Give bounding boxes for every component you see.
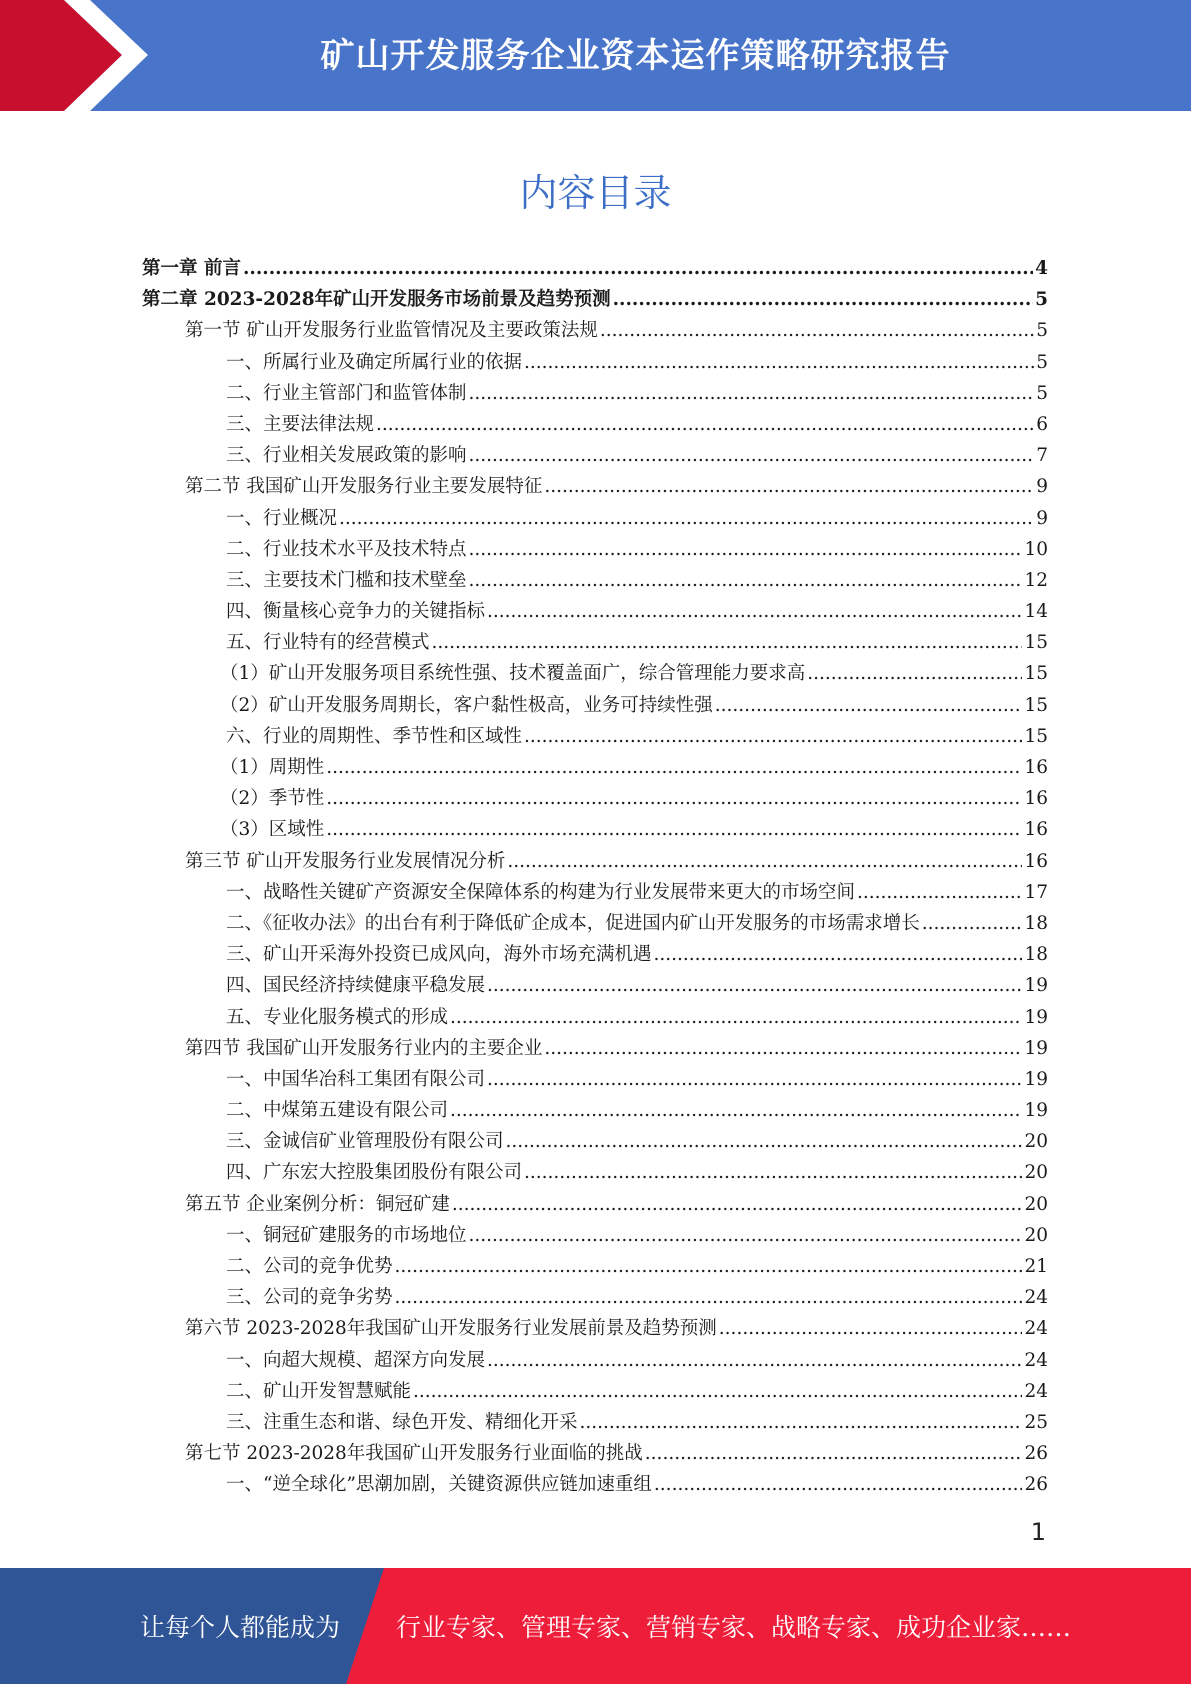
toc-entry-page: 4 (1035, 258, 1048, 279)
toc-entry-page: 15 (1024, 725, 1048, 747)
toc-entry-title: 一、战略性关键矿产资源安全保障体系的构建为行业发展带来更大的市场空间 (226, 881, 856, 903)
toc-entry-page: 20 (1024, 1193, 1048, 1215)
toc-leader-dots (487, 596, 1022, 627)
toc-entry[interactable] (142, 378, 1048, 409)
toc-entry[interactable] (142, 939, 1048, 970)
toc-leader-dots (469, 534, 1023, 565)
toc-entry[interactable] (142, 1033, 1048, 1064)
toc-entry[interactable] (142, 814, 1048, 845)
toc-entry[interactable] (142, 1002, 1048, 1033)
toc-leader-dots (613, 284, 1034, 315)
toc-entry[interactable] (142, 1126, 1048, 1157)
toc-entry-title: 六、行业的周期性、季节性和区域性 (226, 725, 523, 747)
toc-entry-page: 17 (1024, 881, 1048, 903)
toc-entry[interactable] (142, 721, 1048, 752)
toc-leader-dots (507, 846, 1022, 877)
toc-entry-title: 第一章 前言 (142, 258, 241, 279)
toc-leader-dots (339, 503, 1034, 534)
toc-leader-dots (469, 378, 1035, 409)
toc-entry[interactable] (142, 253, 1048, 284)
toc-entry[interactable] (142, 1313, 1048, 1344)
toc-entry-title: 五、行业特有的经营模式 (226, 632, 430, 654)
toc-entry[interactable] (142, 877, 1048, 908)
toc-entry[interactable] (142, 908, 1048, 939)
toc-leader-dots (450, 1002, 1022, 1033)
toc-entry-title: 三、矿山开采海外投资已成风向，海外市场充满机遇 (226, 944, 652, 966)
toc-entry[interactable] (142, 970, 1048, 1001)
toc-entry-title: 第二节 我国矿山开发服务行业主要发展特征 (185, 476, 543, 498)
toc-entry-title: （3）区域性 (220, 819, 325, 841)
toc-entry-page: 24 (1024, 1318, 1048, 1340)
toc-entry-title: 三、行业相关发展政策的影响 (226, 445, 467, 467)
toc-leader-dots (469, 440, 1035, 471)
toc-entry-title: 第四节 我国矿山开发服务行业内的主要企业 (185, 1037, 543, 1059)
toc-entry[interactable] (142, 1064, 1048, 1095)
toc-leader-dots (413, 1376, 1022, 1407)
toc-entry-title: 一、铜冠矿建服务的市场地位 (226, 1224, 467, 1246)
toc-entry-title: 二、《征收办法》的出台有利于降低矿企成本，促进国内矿山开发服务的市场需求增长 (226, 912, 920, 934)
toc-entry-title: 一、“逆全球化”思潮加剧，关键资源供应链加速重组 (226, 1474, 652, 1496)
toc-entry-title: 四、广东宏大控股集团股份有限公司 (226, 1162, 523, 1184)
toc-entry-page: 16 (1024, 788, 1048, 810)
toc-entry[interactable] (142, 347, 1048, 378)
toc-leader-dots (469, 1220, 1023, 1251)
toc-entry-page: 5 (1036, 320, 1048, 342)
toc-entry-page: 21 (1024, 1256, 1048, 1277)
toc-entry-page: 20 (1024, 1224, 1048, 1246)
toc-leader-dots (715, 690, 1023, 721)
toc-leader-dots (645, 1438, 1023, 1469)
toc-leader-dots (326, 814, 1022, 845)
toc-entry-title: 三、主要法律法规 (226, 413, 375, 435)
toc-entry-title: 二、矿山开发智慧赋能 (226, 1380, 412, 1402)
toc-entry-page: 26 (1024, 1474, 1048, 1496)
toc-entry-title: 三、注重生态和谐、绿色开发、精细化开采 (226, 1411, 578, 1433)
toc-entry-page: 15 (1024, 632, 1048, 654)
toc-entry-page: 5 (1035, 289, 1048, 311)
toc-entry-title: 四、衡量核心竞争力的关键指标 (226, 601, 486, 623)
toc-entry[interactable] (142, 1189, 1048, 1220)
toc-entry-title: 四、国民经济持续健康平稳发展 (226, 975, 486, 997)
toc-entry[interactable] (142, 409, 1048, 440)
toc-entry-title: 三、主要技术门槛和技术壁垒 (226, 569, 467, 591)
toc-entry[interactable] (142, 627, 1048, 658)
toc-entry[interactable] (142, 846, 1048, 877)
toc-entry-page: 15 (1024, 663, 1048, 685)
toc-leader-dots (487, 1345, 1022, 1376)
toc-leader-dots (326, 783, 1022, 814)
toc-leader-dots (326, 752, 1022, 783)
toc-leader-dots (719, 1313, 1023, 1344)
toc-entry-page: 10 (1024, 538, 1048, 560)
toc-entry-page: 20 (1024, 1162, 1048, 1184)
toc-leader-dots (857, 877, 1022, 908)
toc-entry-page: 25 (1024, 1411, 1048, 1433)
toc-entry-title: 第二章 2023-2028年矿山开发服务市场前景及趋势预测 (142, 289, 611, 311)
toc-heading: 内容目录 (519, 171, 672, 215)
toc-entry-title: 一、中国华冶科工集团有限公司 (226, 1068, 486, 1090)
toc-entry-title: 三、公司的竞争劣势 (226, 1287, 393, 1309)
toc-entry-page: 5 (1036, 382, 1048, 404)
page-footer (0, 1568, 1191, 1684)
toc-leader-dots (450, 1095, 1022, 1126)
toc-entry[interactable] (142, 1469, 1048, 1500)
toc-entry-page: 20 (1024, 1131, 1048, 1153)
toc-leader-dots (506, 1126, 1023, 1157)
toc-entry-title: 二、行业主管部门和监管体制 (226, 382, 467, 404)
table-of-contents (142, 253, 1048, 1501)
toc-entry-title: 二、公司的竞争优势 (226, 1256, 393, 1277)
toc-entry-page: 18 (1024, 912, 1048, 934)
toc-entry[interactable] (142, 658, 1048, 689)
toc-leader-dots (544, 471, 1034, 502)
toc-entry-page: 19 (1024, 975, 1048, 997)
toc-entry-title: 一、行业概况 (226, 507, 338, 529)
toc-entry-page: 24 (1024, 1349, 1048, 1371)
toc-entry[interactable] (142, 1438, 1048, 1469)
toc-entry[interactable] (142, 1095, 1048, 1126)
toc-entry-title: 二、中煤第五建设有限公司 (226, 1100, 449, 1122)
toc-entry-page: 26 (1024, 1443, 1048, 1465)
toc-entry-page: 19 (1024, 1068, 1048, 1090)
toc-entry[interactable] (142, 1251, 1048, 1282)
toc-entry[interactable] (142, 1407, 1048, 1438)
toc-entry[interactable] (142, 471, 1048, 502)
toc-entry[interactable] (142, 1376, 1048, 1407)
toc-entry[interactable] (142, 315, 1048, 346)
toc-entry-page: 6 (1036, 413, 1048, 435)
toc-entry-page: 16 (1024, 819, 1048, 841)
toc-entry[interactable] (142, 1157, 1048, 1188)
toc-entry[interactable] (142, 534, 1048, 565)
toc-entry-page: 24 (1024, 1287, 1048, 1309)
toc-entry-title: 一、所属行业及确定所属行业的依据 (226, 351, 523, 373)
toc-entry[interactable] (142, 503, 1048, 534)
toc-leader-dots (922, 908, 1023, 939)
toc-entry-page: 12 (1024, 569, 1048, 591)
toc-leader-dots (432, 627, 1023, 658)
toc-entry-page: 9 (1036, 507, 1048, 529)
toc-leader-dots (395, 1282, 1023, 1313)
toc-entry-title: 第六节 2023-2028年我国矿山开发服务行业发展前景及趋势预测 (185, 1318, 717, 1340)
toc-entry-title: 三、金诚信矿业管理股份有限公司 (226, 1131, 504, 1153)
toc-leader-dots (452, 1189, 1023, 1220)
toc-entry-page: 19 (1024, 1037, 1048, 1059)
toc-entry[interactable] (142, 1220, 1048, 1251)
toc-entry-page: 19 (1024, 1006, 1048, 1028)
toc-entry[interactable] (142, 752, 1048, 783)
toc-entry-page: 24 (1024, 1380, 1048, 1402)
toc-leader-dots (395, 1251, 1023, 1282)
toc-leader-dots (580, 1407, 1023, 1438)
toc-entry-page: 14 (1024, 601, 1048, 623)
toc-leader-dots (487, 970, 1022, 1001)
toc-entry-title: 第五节 企业案例分析：铜冠矿建 (185, 1193, 450, 1215)
toc-leader-dots (524, 721, 1022, 752)
toc-entry-page: 15 (1024, 694, 1048, 716)
toc-leader-dots (600, 315, 1034, 346)
toc-entry-page: 19 (1024, 1100, 1048, 1122)
toc-entry[interactable] (142, 1282, 1048, 1313)
toc-entry[interactable] (142, 440, 1048, 471)
toc-leader-dots (524, 347, 1034, 378)
toc-entry[interactable] (142, 1345, 1048, 1376)
toc-entry-page: 5 (1036, 351, 1048, 373)
toc-entry-title: 一、向超大规模、超深方向发展 (226, 1349, 486, 1371)
toc-entry-title: （1）矿山开发服务项目系统性强、技术覆盖面广，综合管理能力要求高 (220, 663, 806, 685)
page-number: 1 (1030, 1518, 1046, 1546)
toc-entry-title: （2）矿山开发服务周期长，客户黏性极高，业务可持续性强 (220, 694, 713, 716)
report-header (0, 0, 1191, 111)
toc-entry-page: 18 (1024, 944, 1048, 966)
toc-entry-title: 第七节 2023-2028年我国矿山开发服务行业面临的挑战 (185, 1443, 643, 1465)
toc-entry[interactable] (142, 783, 1048, 814)
toc-entry[interactable] (142, 565, 1048, 596)
report-title: 矿山开发服务企业资本运作策略研究报告 (320, 36, 951, 76)
toc-entry-title: 第三节 矿山开发服务行业发展情况分析 (185, 850, 506, 872)
toc-leader-dots (544, 1033, 1022, 1064)
toc-leader-dots (487, 1064, 1022, 1095)
toc-entry[interactable] (142, 284, 1048, 315)
toc-entry-title: 五、专业化服务模式的形成 (226, 1006, 449, 1028)
toc-entry-title: 第一节 矿山开发服务行业监管情况及主要政策法规 (185, 320, 598, 342)
footer-slogan-right: 行业专家、管理专家、营销专家、战略专家、成功企业家…… (396, 1613, 1072, 1642)
toc-entry-page: 7 (1036, 445, 1048, 467)
toc-leader-dots (654, 1469, 1023, 1500)
toc-leader-dots (376, 409, 1034, 440)
toc-entry-title: （2）季节性 (220, 788, 325, 810)
toc-entry-page: 16 (1024, 757, 1048, 778)
toc-entry[interactable] (142, 690, 1048, 721)
toc-entry-title: 二、行业技术水平及技术特点 (226, 538, 467, 560)
toc-entry-title: （1）周期性 (220, 757, 325, 778)
toc-leader-dots (654, 939, 1023, 970)
toc-entry-page: 16 (1024, 850, 1048, 872)
toc-leader-dots (524, 1157, 1022, 1188)
toc-entry[interactable] (142, 596, 1048, 627)
toc-leader-dots (807, 658, 1022, 689)
toc-leader-dots (469, 565, 1023, 596)
toc-entry-page: 9 (1036, 476, 1048, 498)
footer-slogan-left: 让每个人都能成为 (140, 1613, 341, 1642)
toc-leader-dots (243, 253, 1033, 284)
